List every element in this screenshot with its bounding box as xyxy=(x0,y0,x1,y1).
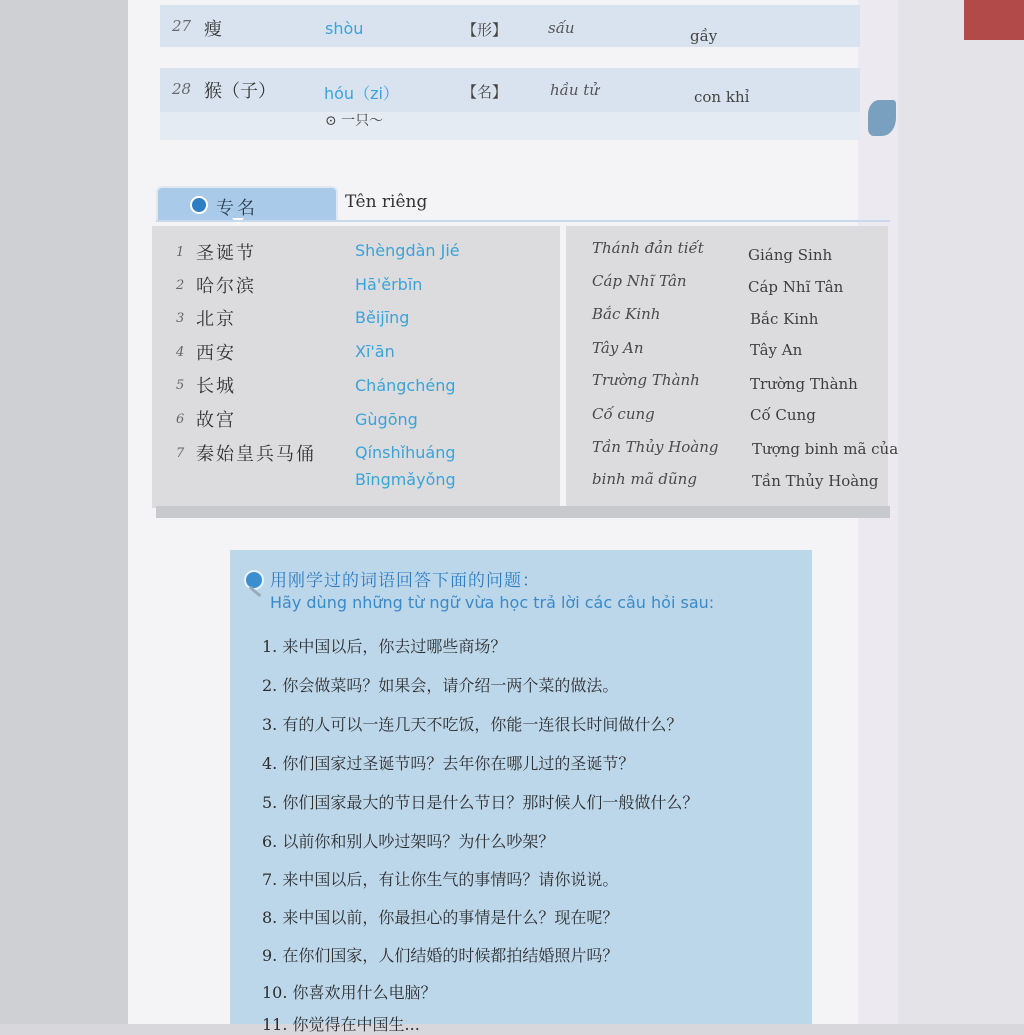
background-right xyxy=(894,0,1024,1024)
name-sino-vietnamese: Cố cung xyxy=(592,405,655,423)
name-pinyin: Hā'ěrbīn xyxy=(355,275,423,294)
name-number: 1 xyxy=(176,245,185,260)
circle-bullet-icon xyxy=(190,196,208,214)
question-item: 1. 来中国以后，你去过哪些商场？ xyxy=(262,637,507,656)
question-item: 5. 你们国家最大的节日是什么节日？那时候人们一般做什么？ xyxy=(262,793,699,812)
decorative-splash xyxy=(868,100,896,136)
name-sino-vietnamese: Tần Thủy Hoàng xyxy=(592,438,719,456)
name-sino-vietnamese: Tây An xyxy=(592,339,644,357)
name-sino-vietnamese: Thánh đản tiết xyxy=(592,239,704,257)
proper-names-vietnamese-panel xyxy=(566,226,888,510)
section-divider xyxy=(156,220,890,222)
question-item: 3. 有的人可以一连几天不吃饭，你能一连很长时间做什么？ xyxy=(262,715,683,734)
name-pinyin: Gùgōng xyxy=(355,410,418,429)
vocab-hanzi: 瘦 xyxy=(204,19,222,40)
question-item: 2. 你会做菜吗？如果会，请介绍一两个菜的做法。 xyxy=(262,676,619,695)
question-item: 8. 来中国以前，你最担心的事情是什么？现在呢？ xyxy=(262,908,619,927)
name-sino-vietnamese-continued: binh mã dũng xyxy=(592,470,697,488)
name-vietnamese: Cáp Nhĩ Tân xyxy=(748,278,844,296)
name-pinyin: Chángchéng xyxy=(355,376,456,395)
vocab-sino-vietnamese: sấu xyxy=(548,19,575,37)
name-number: 2 xyxy=(176,278,185,293)
vocab-row-28 xyxy=(160,68,860,140)
name-vietnamese: Bắc Kinh xyxy=(750,310,819,328)
background-left xyxy=(0,0,130,1024)
question-item: 9. 在你们国家，人们结婚的时候都拍结婚照片吗？ xyxy=(262,946,619,965)
name-vietnamese: Trường Thành xyxy=(750,375,858,393)
vocab-measure-word: ⊙ 一只～ xyxy=(325,113,384,129)
name-hanzi: 北京 xyxy=(196,309,236,330)
name-vietnamese: Cố Cung xyxy=(750,406,816,424)
name-number: 3 xyxy=(176,311,185,326)
vocab-pinyin: shòu xyxy=(325,19,364,38)
name-number: 6 xyxy=(176,412,185,427)
proper-names-viet-label: Tên riêng xyxy=(345,192,428,212)
name-hanzi: 长城 xyxy=(196,376,236,397)
name-pinyin: Běijīng xyxy=(355,308,410,327)
vocab-number: 27 xyxy=(172,17,192,35)
proper-names-tab xyxy=(156,186,338,222)
magnifier-icon xyxy=(244,570,264,590)
question-item: 6. 以前你和别人吵过架吗？为什么吵架？ xyxy=(262,832,555,851)
background-corner xyxy=(964,0,1024,40)
vocab-part-of-speech: 【形】 xyxy=(462,21,508,39)
name-pinyin: Shèngdàn Jié xyxy=(355,241,460,260)
vocab-row-27 xyxy=(160,5,860,47)
question-item: 10. 你喜欢用什么电脑？ xyxy=(262,983,437,1002)
name-pinyin-continued: Bīngmǎyǒng xyxy=(355,470,456,489)
name-vietnamese: Giáng Sinh xyxy=(748,246,833,264)
vocab-part-of-speech: 【名】 xyxy=(462,83,508,101)
name-sino-vietnamese: Trường Thành xyxy=(592,371,700,389)
vocab-pinyin: hóu（zi） xyxy=(324,84,399,103)
vocab-vietnamese: con khỉ xyxy=(694,88,750,106)
name-vietnamese: Tây An xyxy=(750,341,803,359)
question-item: 11. 你觉得在中国生... xyxy=(262,1015,420,1034)
name-vietnamese-continued: Tần Thủy Hoàng xyxy=(752,472,879,490)
exercise-title: 用刚学过的词语回答下面的问题： xyxy=(270,571,540,591)
vocab-vietnamese: gầy xyxy=(690,27,718,45)
name-hanzi: 西安 xyxy=(196,343,236,364)
name-sino-vietnamese: Bắc Kinh xyxy=(592,305,661,323)
panel-shadow xyxy=(156,506,890,518)
question-item: 7. 来中国以后，有让你生气的事情吗？请你说说。 xyxy=(262,870,619,889)
name-hanzi: 故宫 xyxy=(196,410,236,431)
exercise-subtitle: Hãy dùng những từ ngữ vừa học trả lời các câu hỏi sau: xyxy=(270,593,715,612)
name-number: 5 xyxy=(176,378,185,393)
vocab-sino-vietnamese: hầu tử xyxy=(550,81,599,99)
name-number: 4 xyxy=(176,345,185,360)
name-number: 7 xyxy=(176,446,185,461)
vocab-hanzi: 猴（子） xyxy=(204,81,276,102)
name-sino-vietnamese: Cáp Nhĩ Tân xyxy=(592,272,687,290)
name-hanzi: 哈尔滨 xyxy=(196,276,256,297)
name-hanzi: 圣诞节 xyxy=(196,243,256,264)
question-item: 4. 你们国家过圣诞节吗？去年你在哪儿过的圣诞节？ xyxy=(262,754,635,773)
name-pinyin: Qínshǐhuáng xyxy=(355,443,456,462)
name-vietnamese: Tượng binh mã của xyxy=(752,440,899,458)
tab-label: 专名 xyxy=(216,198,258,219)
name-pinyin: Xī'ān xyxy=(355,342,395,361)
name-hanzi: 秦始皇兵马俑 xyxy=(196,444,316,465)
vocab-number: 28 xyxy=(172,80,192,98)
